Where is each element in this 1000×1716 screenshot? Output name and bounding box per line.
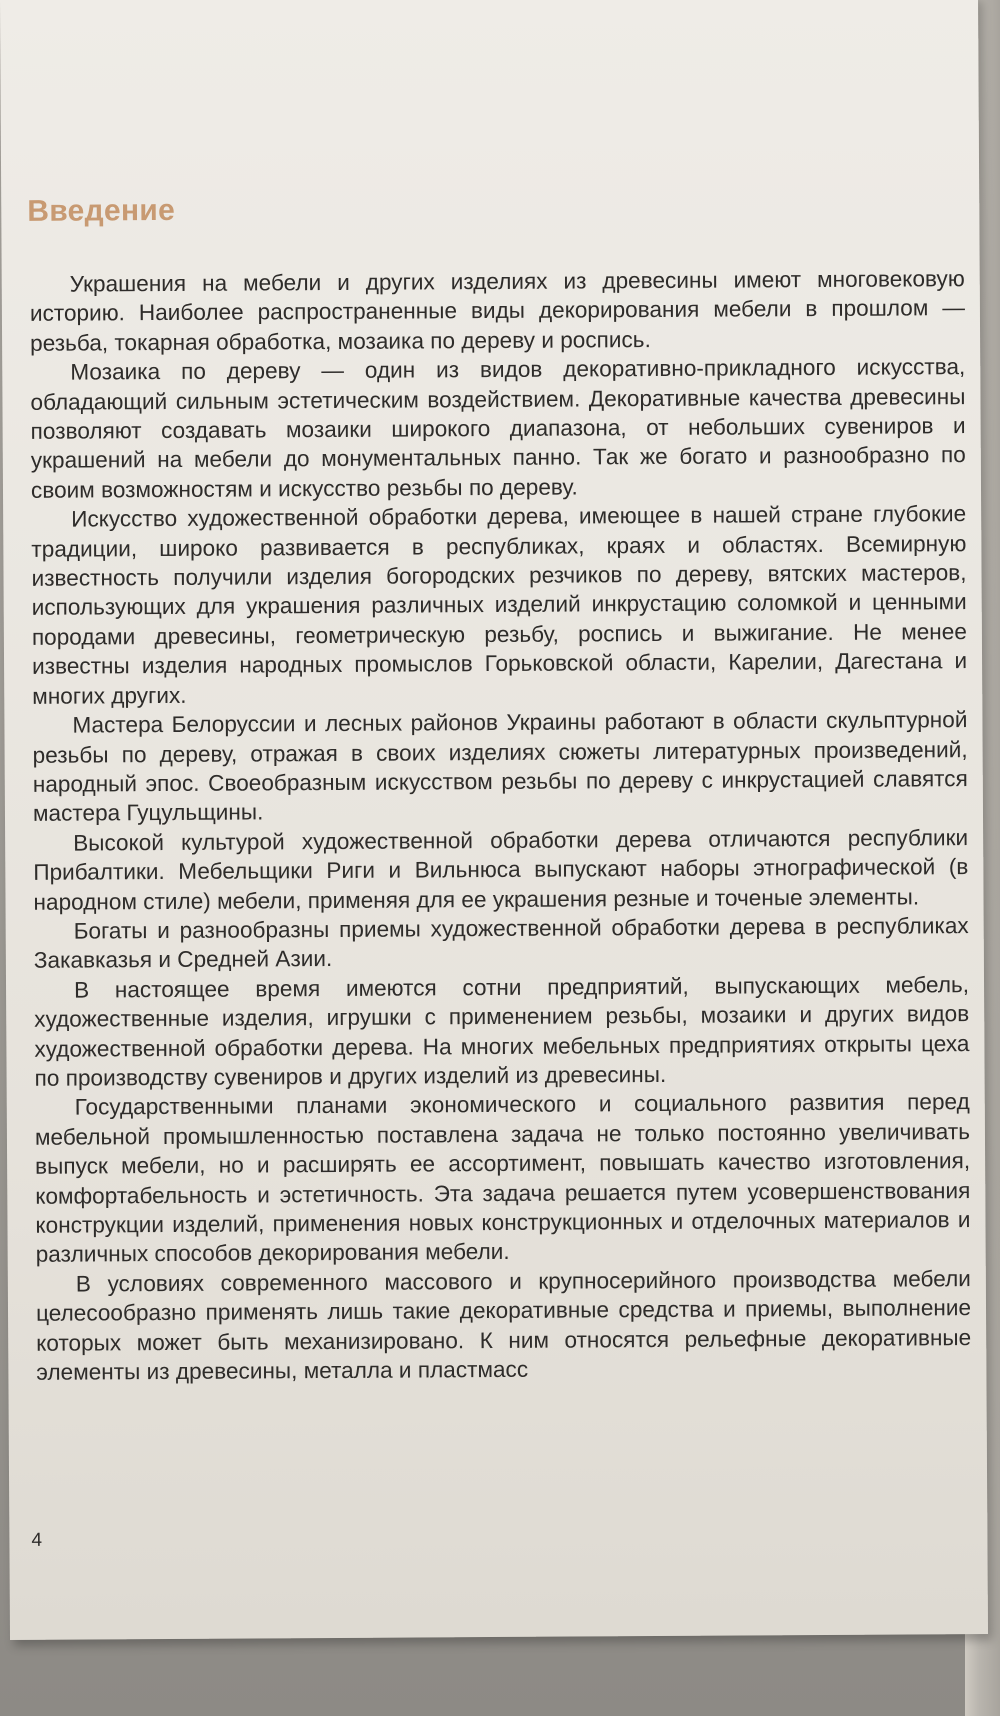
paragraph: В условиях современного массового и крупносерийного производства мебели целесообразно применять лишь такие декоративные средства и приемы, выполнение которых может быть механизировано. К ним относятся рельефные декоративные элементы из древесины, металла и пластмасс <box>35 1265 972 1385</box>
paragraph: Богаты и разнообразны приемы художественной обработки дерева в республиках Закавказья и Средней Азии. <box>33 913 969 974</box>
paragraph: Мастера Белоруссии и лесных районов Украины работают в области скульптурной резьбы по дереву, отражая в своих изделиях сюжеты литературных произведений, народный эпос. Своеобразным искусством резьбы по дереву с инкрустацией славятся мастера Гуцульщины. <box>32 707 968 827</box>
paragraph: В настоящее время имеются сотни предприятий, выпускающих мебель, художественные изделия, игрушки с применением резьбы, мозаики и других видов художественной обработки дерева. На многих мебельных предприятиях открыты цеха по производству сувениров и других изделий из древесины. <box>34 971 970 1091</box>
body-text <box>30 264 972 1387</box>
paragraph: Высокой культурой художественной обработки дерева отличаются республики Прибалтики. Мебельщики Риги и Вильнюса выпускают наборы этнографической (в народном стиле) мебели, применяя для ее украшения резные и точеные элементы. <box>33 824 969 915</box>
paragraph: Мозаика по дереву — один из видов декоративно-прикладного искусства, обладающий сильным эстетическим воздействием. Декоративные качества древесины позволяют создавать мозаики широкого диапазона, от небольших сувениров и украшений на мебели до монументальных панно. Так же богато и разнообразно по своим возможностям и искусство резьбы по дереву. <box>30 354 966 503</box>
paragraph: Государственными планами экономического и социального развития перед мебельной промышленностью поставлена задача не только постоянно увеличивать выпуск мебели, но и расширять ее ассортимент, повышать качество изготовления, комфортабельность и эстетичность. Эта задача решается путем усовершенствования конструкции изделий, применения новых конструкционных и отделочных материалов и различных способов декорирования мебели. <box>34 1089 971 1268</box>
paragraph: Искусство художественной обработки дерева, имеющее в нашей стране глубокие традиции, широко развивается в республиках, краях и областях. Всемирную известность получили изделия богородских резчиков по дереву, вятских мастеров, использующих для украшения различных изделий инкрустацию соломкой и ценными породами древесины, геометрическую резьбу, роспись и выжигание. Не менее известны изделия народных промыслов Горьковской области, Карелии, Дагестана и многих других. <box>31 501 968 709</box>
page-number: 4 <box>31 1529 43 1551</box>
chapter-heading: Введение <box>27 193 176 228</box>
paragraph: Украшения на мебели и других изделиях из древесины имеют многовековую историю. Наиболее распространенные виды декорирования мебели в прошлом — резьба, токарная обработка, мозаика по дереву и роспись. <box>29 266 965 356</box>
